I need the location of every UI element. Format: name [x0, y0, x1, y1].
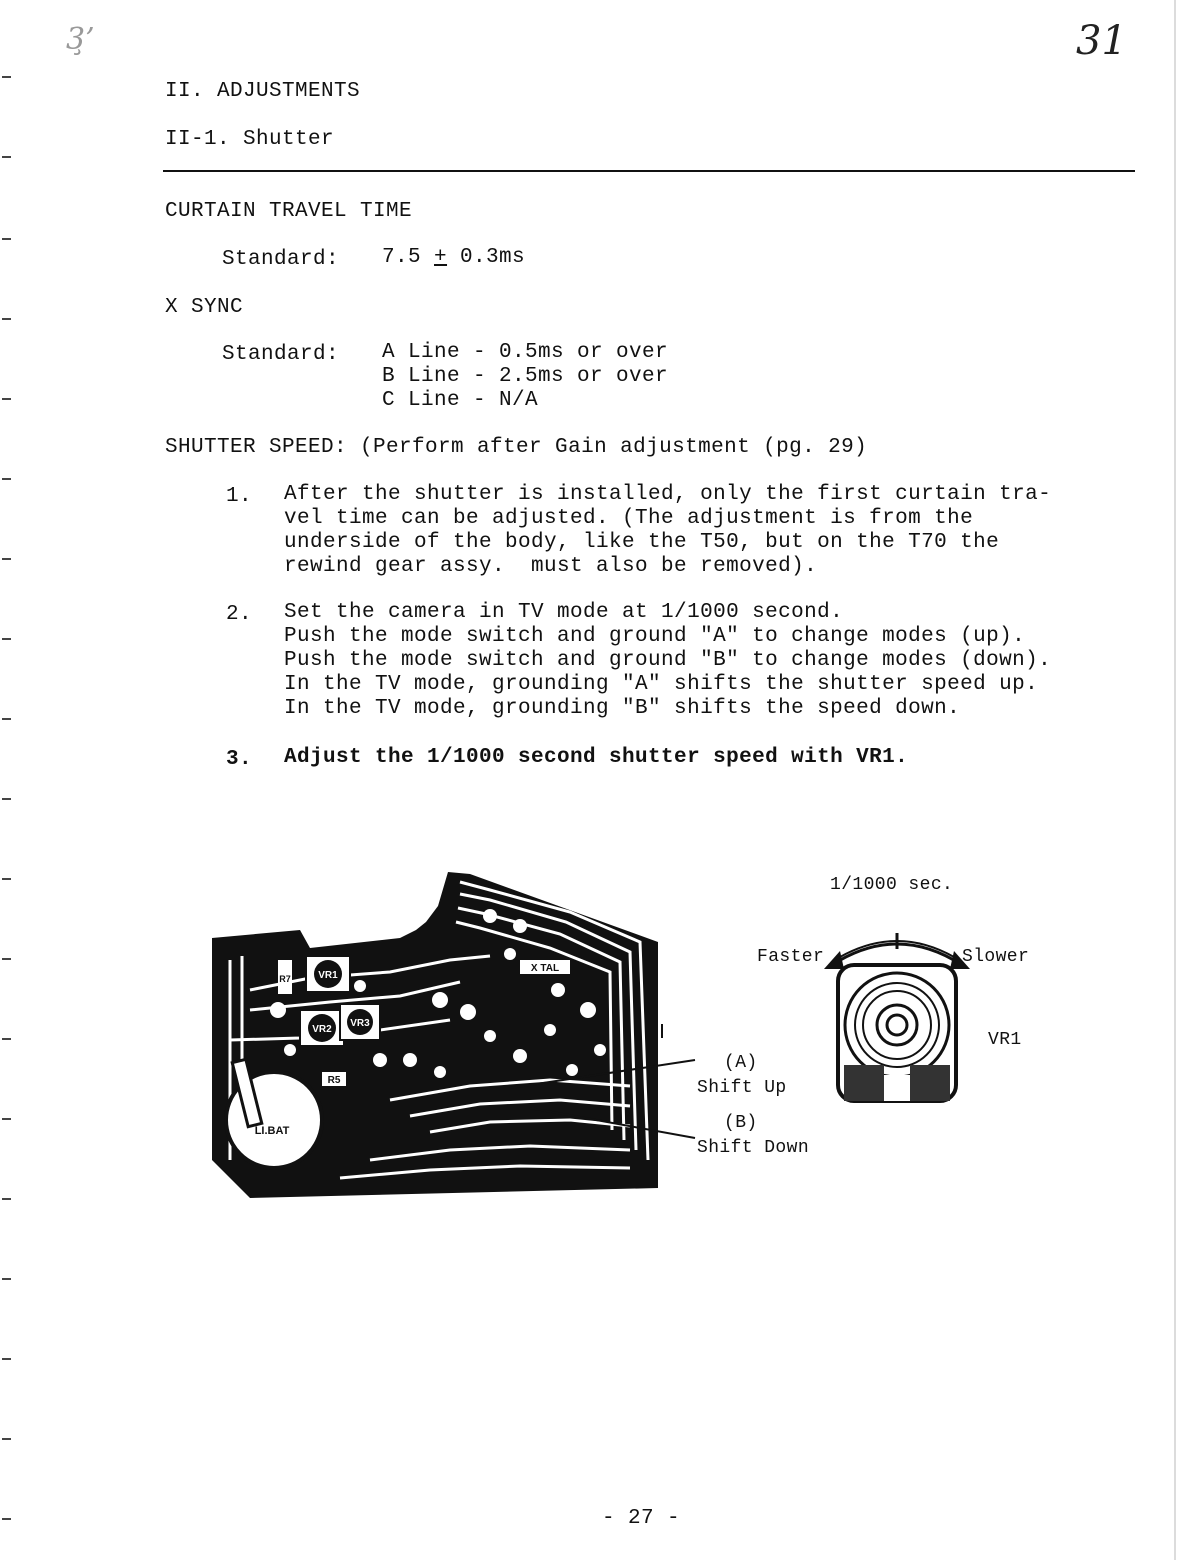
curtain-travel-title: CURTAIN TRAVEL TIME — [165, 200, 413, 223]
xsync-standard-label: Standard: — [222, 343, 340, 366]
callout-a-id: (A) — [724, 1053, 758, 1073]
terminal-right — [910, 1065, 950, 1101]
faster-label: Faster — [757, 947, 825, 967]
scan-right-edge — [1174, 0, 1176, 1560]
battery-board-label: LI.BAT — [254, 1125, 290, 1137]
step-2-line-3: Push the mode switch and ground "B" to change modes (down). — [284, 649, 1052, 672]
subsection-heading: II-1. Shutter — [165, 128, 335, 151]
xsync-title: X SYNC — [165, 296, 244, 319]
callout-a-text: Shift Up — [697, 1078, 787, 1098]
step-1-line-2: vel time can be adjusted. (The adjustment is from the — [284, 507, 974, 530]
r7-board-label: R7 — [279, 974, 291, 984]
callout-b-text: Shift Down — [697, 1138, 810, 1158]
handwritten-page-mark: 31 — [1076, 18, 1127, 64]
xsync-line-b: B Line - 2.5ms or over — [382, 365, 669, 388]
heading-rule — [163, 170, 1135, 172]
faster-arrowhead — [824, 951, 844, 969]
step-2-line-5: In the TV mode, grounding "B" shifts the speed down. — [284, 697, 961, 720]
step-number-2: 2. — [226, 603, 253, 626]
section-heading: II. ADJUSTMENTS — [165, 80, 361, 103]
vr1-speed-title: 1/1000 sec. — [830, 875, 954, 895]
step-2-line-2: Push the mode switch and ground "A" to change modes (up). — [284, 625, 1026, 648]
board-edge-mark — [661, 1024, 663, 1038]
slower-arrowhead — [950, 951, 970, 969]
step-1-line-3: underside of the body, like the T50, but on the T70 the — [284, 531, 1000, 554]
curtain-standard-label: Standard: — [222, 248, 340, 271]
page-number: - 27 - — [602, 1507, 681, 1530]
xtal-board-label: X TAL — [530, 963, 560, 974]
wiper-shaft — [877, 1005, 917, 1045]
vr2-board-label: VR2 — [312, 1024, 332, 1035]
vr3-board-label: VR3 — [350, 1018, 370, 1029]
step-2-line-4: In the TV mode, grounding "A" shifts the shutter speed up. — [284, 673, 1039, 696]
callout-b-id: (B) — [724, 1113, 758, 1133]
handwritten-corner-mark-left: 3̧’ — [66, 22, 95, 57]
step-3-line-1: Adjust the 1/1000 second shutter speed with VR1. — [284, 746, 909, 769]
shutter-speed-title: SHUTTER SPEED: (Perform after Gain adjustment (pg. 29) — [165, 436, 868, 459]
step-2-line-1: Set the camera in TV mode at 1/1000 second. — [284, 601, 844, 624]
curtain-standard-value: 7.5 + 0.3ms — [382, 246, 526, 269]
step-1-line-4: rewind gear assy. must also be removed). — [284, 555, 818, 578]
r5-board-label: R5 — [327, 1075, 341, 1086]
vr1-board-label: VR1 — [318, 970, 338, 981]
circuit-board-diagram — [190, 860, 700, 1210]
xsync-line-a: A Line - 0.5ms or over — [382, 341, 669, 364]
vr1-name-label: VR1 — [988, 1030, 1022, 1050]
vr1-trimmer-diagram — [812, 925, 982, 1105]
xsync-line-c: C Line - N/A — [382, 389, 539, 412]
step-number-3: 3. — [226, 748, 253, 771]
step-number-1: 1. — [226, 485, 253, 508]
slower-label: Slower — [962, 947, 1030, 967]
plus-minus-sign: + — [434, 246, 448, 269]
step-1-line-1: After the shutter is installed, only the first curtain tra- — [284, 483, 1052, 506]
terminal-left — [844, 1065, 884, 1101]
